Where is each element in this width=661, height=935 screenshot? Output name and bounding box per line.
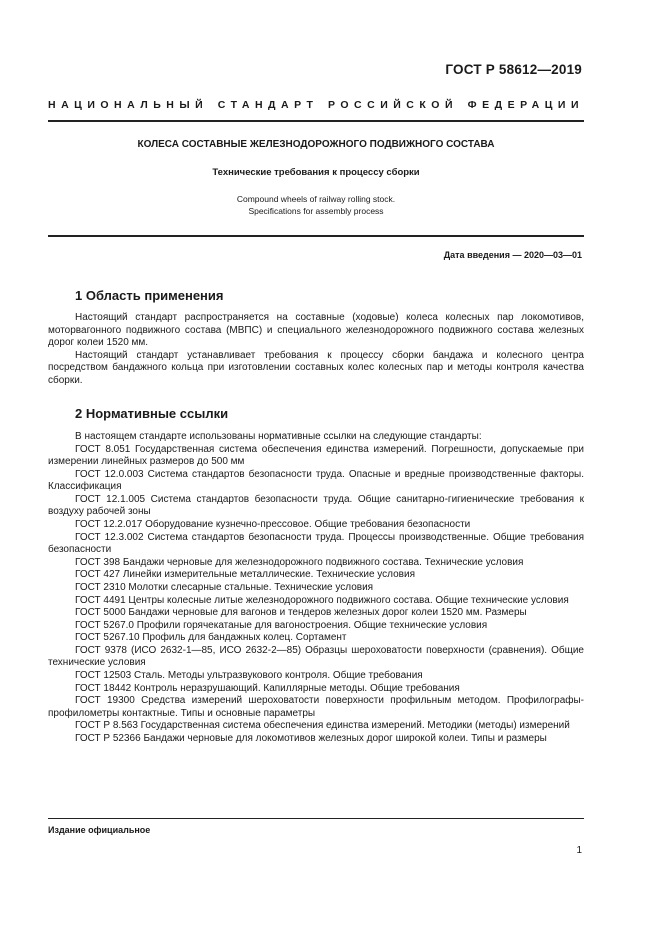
reference-item: ГОСТ 9378 (ИСО 2632-1—85, ИСО 2632-2—85) Образцы шероховатости поверхности (сравнения). Общие технические условия [48, 644, 584, 669]
english-title [48, 193, 584, 217]
footer-divider [48, 818, 584, 819]
references-intro: В настоящем стандарте использованы нормативные ссылки на следующие стандарты: [75, 431, 482, 442]
section-1-body [48, 312, 584, 388]
reference-item: ГОСТ 8.051 Государственная система обеспечения единства измерений. Погрешности, допускаемые при измерении линейных размеров до 500 мм [48, 443, 584, 468]
reference-item: ГОСТ 427 Линейки измерительные металлические. Технические условия [75, 569, 415, 581]
reference-item: ГОСТ 5267.0 Профили горячекатаные для вагоностроения. Общие технические условия [75, 619, 488, 631]
reference-item: ГОСТ 12.3.002 Система стандартов безопасности труда. Процессы производственные. Общие требования безопасности [48, 531, 584, 556]
reference-item: ГОСТ Р 8.563 Государственная система обеспечения единства измерений. Методики (методы) измерений [75, 720, 570, 732]
reference-item: ГОСТ 12503 Сталь. Методы ультразвукового контроля. Общие требования [75, 669, 423, 681]
reference-item: ГОСТ Р 52366 Бандажи черновые для локомотивов железных дорог широкой колеи. Типы и размеры [75, 732, 547, 744]
title-divider [48, 235, 584, 237]
section-1-paragraph: Настоящий стандарт распространяется на составные (ходовые) колеса колесных пар локомотивов, моторвагонного подвижного состава (МВПС) и специального железнодорожного подвижного состава железных дорог колеи 1520 мм. [48, 312, 584, 349]
introduction-date: Дата введения — 2020—03—01 [443, 250, 582, 260]
section-1-heading: 1 Область применения [75, 288, 224, 303]
document-subtitle: Технические требования к процессу сборки [212, 167, 420, 178]
reference-item: ГОСТ 5000 Бандажи черновые для вагонов и тендеров железных дорог колеи 1520 мм. Размеры [75, 607, 527, 619]
reference-item: ГОСТ 18442 Контроль неразрушающий. Капиллярные методы. Общие требования [75, 682, 460, 694]
reference-item: ГОСТ 4491 Центры колесные литые железнодорожного подвижного состава. Общие технические условия [75, 594, 569, 606]
reference-item: ГОСТ 12.1.005 Система стандартов безопасности труда. Общие санитарно-гигиенические требования к воздуху рабочей зоны [48, 493, 584, 518]
document-title: КОЛЕСА СОСТАВНЫЕ ЖЕЛЕЗНОДОРОЖНОГО ПОДВИЖНОГО СОСТАВА [137, 139, 495, 150]
national-standard-banner: НАЦИОНАЛЬНЫЙ СТАНДАРТ РОССИЙСКОЙ ФЕДЕРАЦИИ [48, 99, 584, 111]
page-number: 1 [576, 845, 582, 856]
reference-item: ГОСТ 12.0.003 Система стандартов безопасности труда. Опасные и вредные производственные факторы. Классификация [48, 468, 584, 493]
standard-number: ГОСТ Р 58612—2019 [445, 62, 582, 77]
reference-item: ГОСТ 19300 Средства измерений шероховатости поверхности профильным методом. Профилографы-профилометры контактные. Типы и основные параметры [48, 695, 584, 719]
official-edition-label: Издание официальное [48, 825, 151, 835]
section-2-heading: 2 Нормативные ссылки [75, 406, 229, 421]
normative-references-list [48, 431, 584, 745]
reference-item: ГОСТ 5267.10 Профиль для бандажных колец. Сортамент [75, 632, 347, 644]
english-title-line-1: Compound wheels of railway rolling stock. [236, 194, 396, 204]
reference-item: ГОСТ 12.2.017 Оборудование кузнечно-прессовое. Общие требования безопасности [75, 519, 471, 531]
english-title-line-2: Specifications for assembly process [248, 206, 384, 216]
top-divider [48, 120, 584, 122]
section-1-paragraph: Настоящий стандарт устанавливает требования к процессу сборки бандажа и колесного центра посредством бандажного кольца при изготовлении составных колес колесных пар и методы контроля качества сборки. [48, 349, 584, 386]
reference-item: ГОСТ 2310 Молотки слесарные стальные. Технические условия [75, 581, 374, 593]
reference-item: ГОСТ 398 Бандажи черновые для железнодорожного подвижного состава. Технические условия [75, 556, 524, 568]
